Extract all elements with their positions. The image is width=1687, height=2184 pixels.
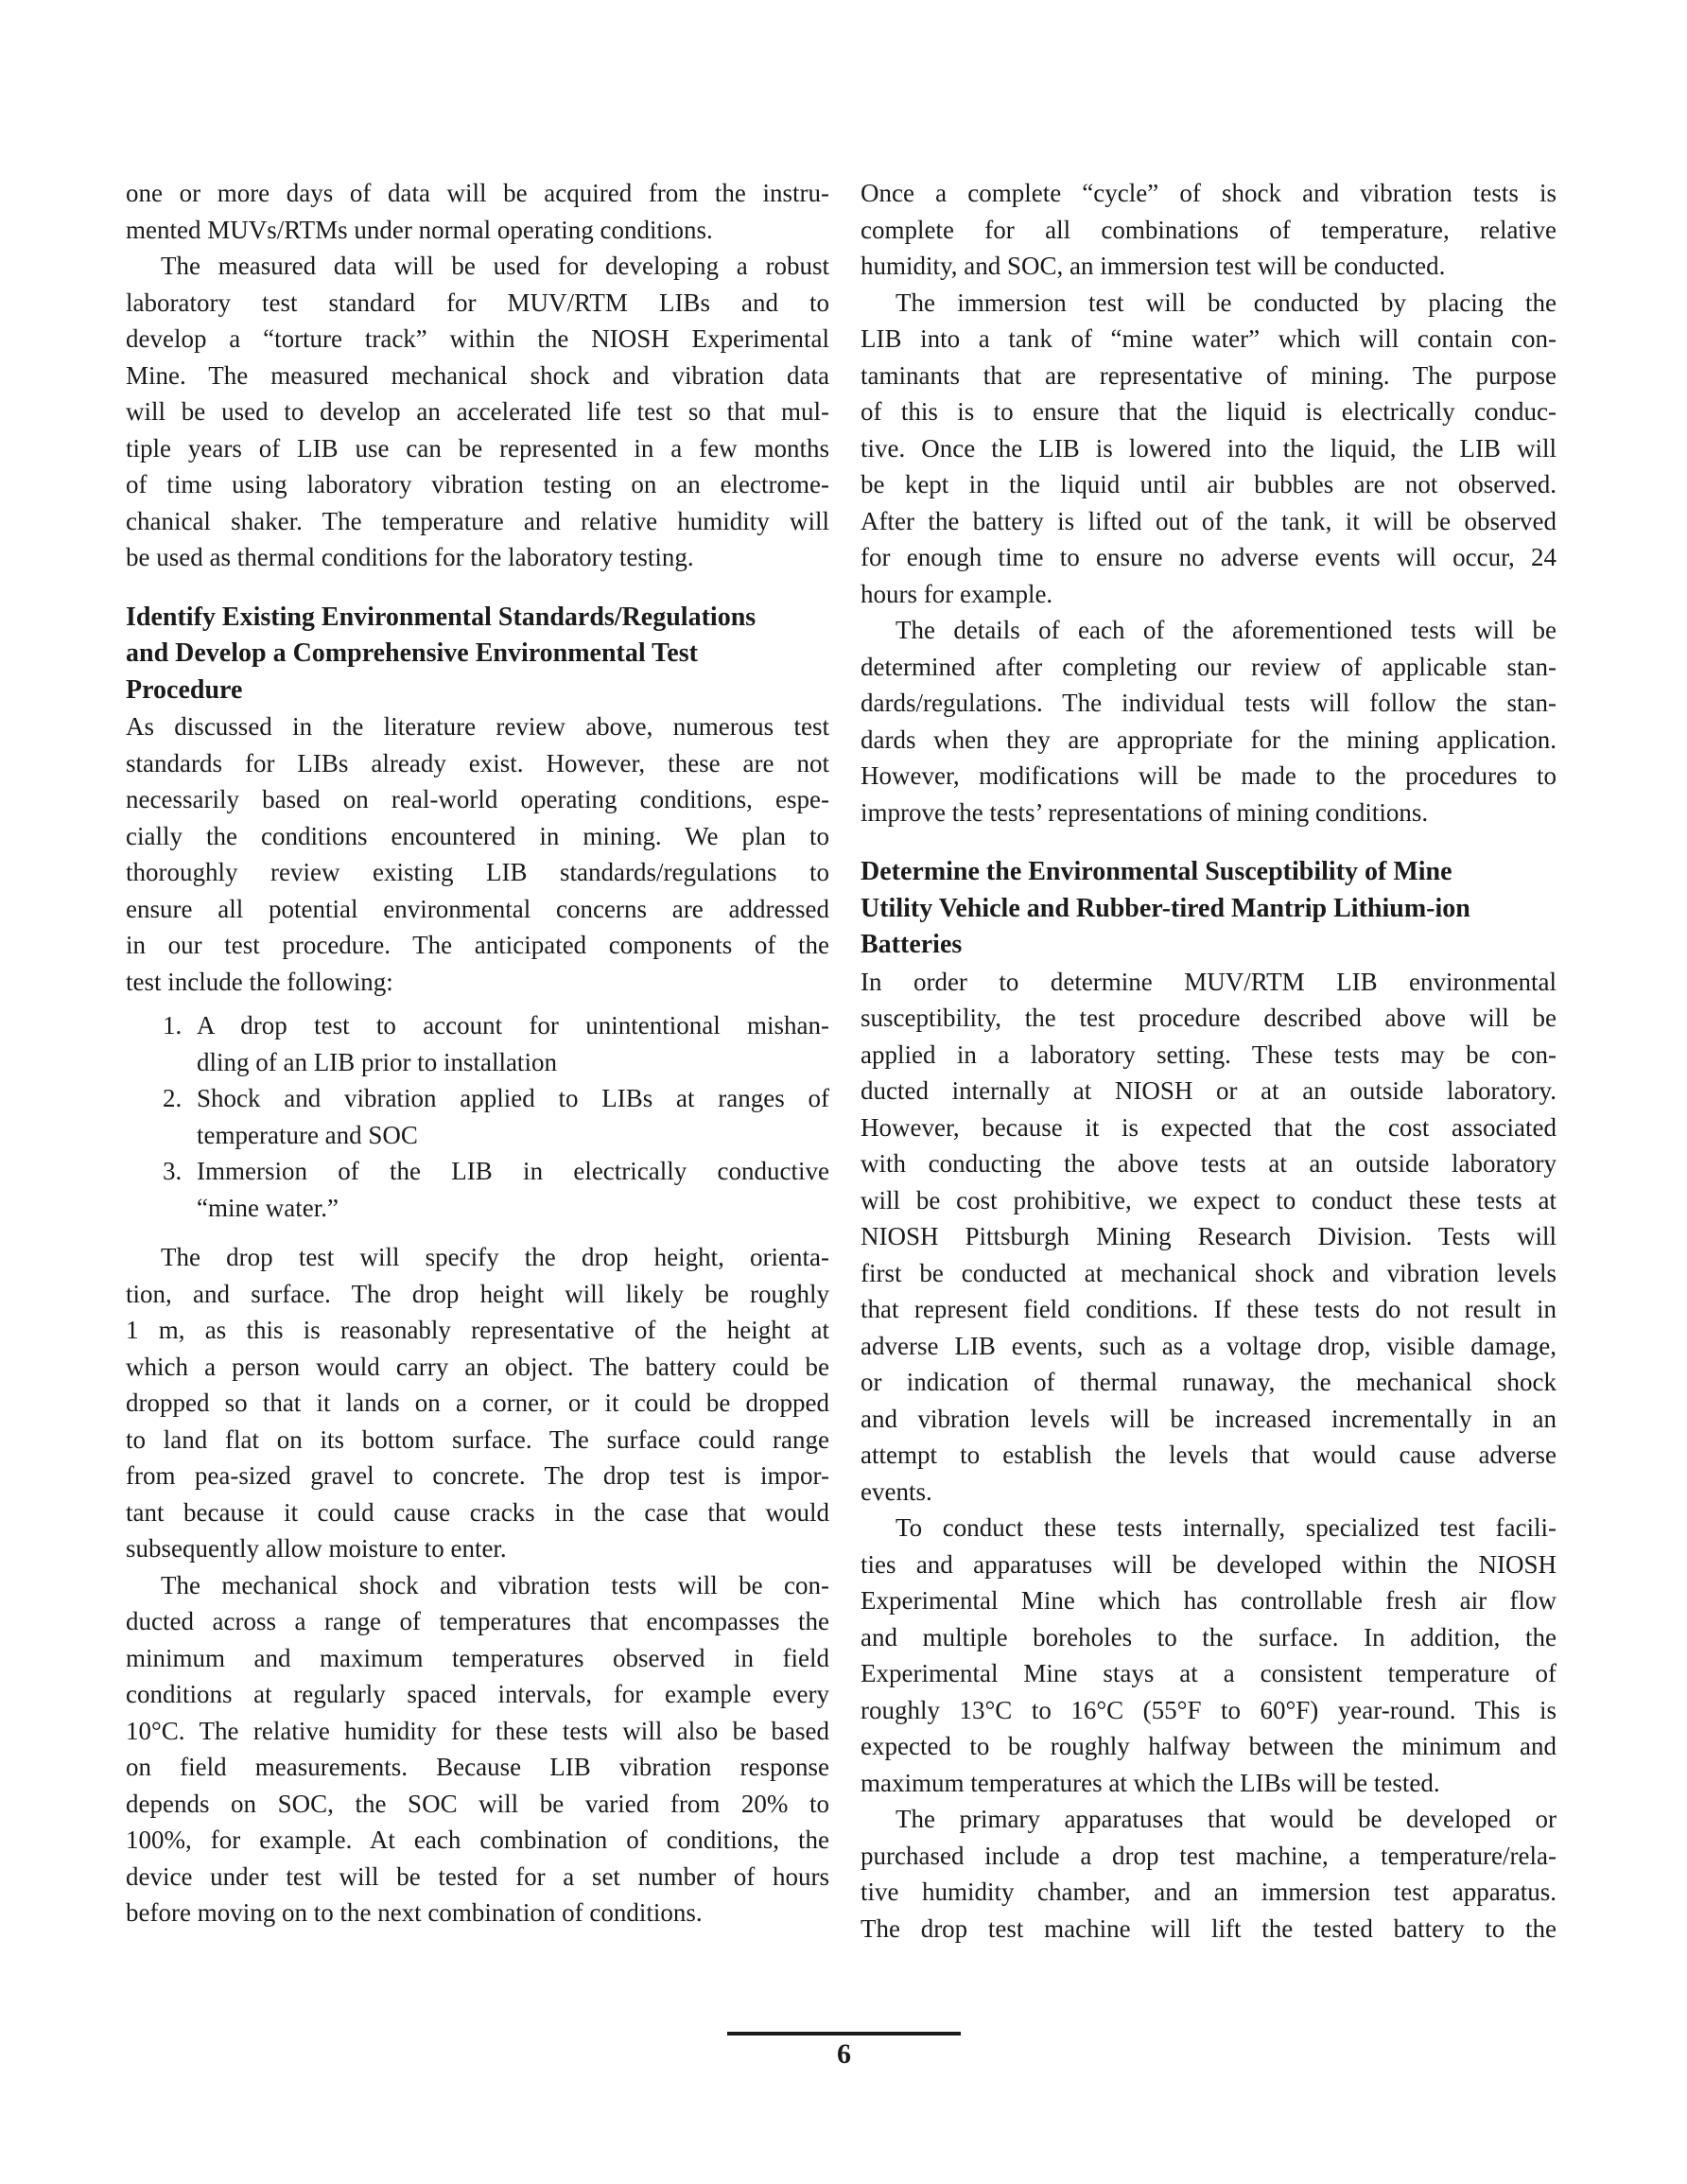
text-line: tive humidity chamber, and an immersion test apparatus. bbox=[861, 1878, 1557, 1906]
heading-line: Utility Vehicle and Rubber-tired Mantrip Lithium-ion bbox=[861, 893, 1470, 923]
text-line: of this is to ensure that the liquid is electrically conduc- bbox=[861, 397, 1557, 426]
text-line: complete for all combinations of temperature, relative bbox=[861, 215, 1557, 244]
text-line: tive. Once the LIB is lowered into the liquid, the LIB will bbox=[861, 433, 1557, 463]
text-line: Experimental Mine which has controllable fresh air flow bbox=[861, 1586, 1557, 1615]
text-line: that represent field conditions. If these tests do not result in bbox=[861, 1295, 1557, 1323]
text-line: dards when they are appropriate for the mining application. bbox=[861, 725, 1557, 754]
numbered-list bbox=[126, 1007, 829, 1226]
text-line: thoroughly review existing LIB standards/regulations to bbox=[126, 858, 829, 886]
text-line: cially the conditions encountered in mining. We plan to bbox=[126, 821, 829, 850]
paragraph bbox=[126, 175, 829, 248]
text-line: mented MUVs/RTMs under normal operating conditions. bbox=[126, 215, 713, 244]
heading-line: Batteries bbox=[861, 930, 963, 959]
text-line: adverse LIB events, such as a voltage drop, visible damage, bbox=[861, 1331, 1557, 1360]
text-line: conditions at regularly spaced intervals, for example every bbox=[126, 1680, 829, 1708]
list-marker: 2. bbox=[163, 1084, 183, 1112]
text-line: tiple years of LIB use can be represented in a few months bbox=[126, 433, 829, 463]
text-line: ducted internally at NIOSH or at an outside laboratory. bbox=[861, 1076, 1557, 1105]
text-line: will be cost prohibitive, we expect to conduct these tests at bbox=[861, 1185, 1557, 1214]
heading-line: and Develop a Comprehensive Environmental Test bbox=[126, 638, 698, 668]
text-line: of time using laboratory vibration testing on an electrome- bbox=[126, 470, 829, 498]
text-line: tant because it could cause cracks in the case that would bbox=[126, 1497, 829, 1527]
text-line: laboratory test standard for MUV/RTM LIBs and to bbox=[126, 288, 829, 317]
text-line: 1. A drop test to account for unintentional mishan- bbox=[126, 1007, 829, 1044]
text-line: device under test will be tested for a set number of hours bbox=[126, 1861, 829, 1891]
text-line: dling of an LIB prior to installation bbox=[197, 1047, 557, 1076]
text-line: dropped so that it lands on a corner, or it could be dropped bbox=[126, 1389, 829, 1417]
text-line: events. bbox=[861, 1476, 932, 1506]
text-line: Once a complete “cycle” of shock and vibration tests is bbox=[861, 179, 1557, 207]
list-item bbox=[126, 1080, 829, 1153]
text-line: expected to be roughly halfway between the minimum and bbox=[861, 1732, 1557, 1760]
text-line: 10°C. The relative humidity for these tests will also be based bbox=[126, 1716, 829, 1745]
heading-line: Determine the Environmental Susceptibility of Mine bbox=[861, 857, 1452, 886]
text-line: develop a “torture track” within the NIOSH Experimental bbox=[126, 324, 829, 353]
paragraph bbox=[861, 285, 1557, 613]
text-line: in our test procedure. The anticipated components of the bbox=[126, 931, 829, 959]
text-line: ducted across a range of temperatures that encompasses the bbox=[126, 1607, 829, 1635]
list-item bbox=[126, 1153, 829, 1226]
text-line: NIOSH Pittsburgh Mining Research Division. Tests will bbox=[861, 1222, 1557, 1250]
list-marker: 1. bbox=[163, 1011, 183, 1040]
text-line: The drop test will specify the drop height, orienta- bbox=[161, 1243, 829, 1271]
paragraph bbox=[861, 1801, 1557, 1947]
text-line: ensure all potential environmental concerns are addressed bbox=[126, 894, 829, 923]
paragraph bbox=[126, 248, 829, 576]
text-line: depends on SOC, the SOC will be varied from 20% to bbox=[126, 1789, 829, 1818]
paragraph bbox=[126, 708, 829, 1000]
text-line: temperature and SOC bbox=[197, 1120, 418, 1149]
text-line: first be conducted at mechanical shock and vibration levels bbox=[861, 1258, 1557, 1287]
text-line: 2. Shock and vibration applied to LIBs at ranges of bbox=[126, 1080, 829, 1117]
text-line: susceptibility, the test procedure described above will be bbox=[861, 1004, 1557, 1032]
paragraph bbox=[861, 175, 1557, 285]
text-line: or indication of thermal runaway, the mechanical shock bbox=[861, 1368, 1557, 1396]
text-line: will be used to develop an accelerated life test so that mul- bbox=[126, 397, 829, 426]
text-line: The primary apparatuses that would be developed or bbox=[896, 1805, 1557, 1833]
text-line: hours for example. bbox=[861, 579, 1053, 608]
text-line: tion, and surface. The drop height will likely be roughly bbox=[126, 1279, 829, 1308]
text-line: The mechanical shock and vibration tests will be con- bbox=[161, 1570, 829, 1599]
heading-line: Identify Existing Environmental Standards/Regulations bbox=[126, 602, 757, 632]
text-line: for enough time to ensure no adverse events will occur, 24 bbox=[861, 543, 1557, 571]
list-marker: 3. bbox=[163, 1157, 183, 1185]
text-line: from pea-sized gravel to concrete. The drop test is impor- bbox=[126, 1461, 829, 1490]
column-right bbox=[861, 175, 1557, 1947]
text-line: 1 m, as this is reasonably representative of the height at bbox=[126, 1316, 829, 1344]
text-line: ties and apparatuses will be developed within the NIOSH bbox=[861, 1549, 1557, 1579]
text-line: test include the following: bbox=[126, 967, 393, 996]
text-line: on field measurements. Because LIB vibration response bbox=[126, 1753, 829, 1781]
text-line: purchased include a drop test machine, a temperature/rela- bbox=[861, 1841, 1557, 1870]
text-line: The drop test machine will lift the tested battery to the bbox=[861, 1913, 1557, 1943]
text-line: taminants that are representative of mining. The purpose bbox=[861, 360, 1557, 390]
text-line: minimum and maximum temperatures observed in field bbox=[126, 1643, 829, 1672]
text-line: and vibration levels will be increased incrementally in an bbox=[861, 1404, 1557, 1433]
text-line: applied in a laboratory setting. These tests may be con- bbox=[861, 1040, 1557, 1069]
text-line: to land flat on its bottom surface. The surface could range bbox=[126, 1424, 829, 1454]
text-line: be used as thermal conditions for the laboratory testing. bbox=[126, 543, 694, 571]
text-line: 3. Immersion of the LIB in electrically conductive bbox=[126, 1153, 829, 1190]
text-line: In order to determine MUV/RTM LIB environmental bbox=[861, 967, 1557, 996]
text-line: determined after completing our review of applicable stan- bbox=[861, 652, 1557, 681]
text-line: subsequently allow moisture to enter. bbox=[126, 1534, 507, 1563]
list-item bbox=[126, 1007, 829, 1080]
text-line: improve the tests’ representations of mining conditions. bbox=[861, 797, 1429, 827]
text-line: be kept in the liquid until air bubbles are not observed. bbox=[861, 470, 1557, 498]
text-line: and multiple boreholes to the surface. In addition, the bbox=[861, 1622, 1557, 1651]
text-line: The measured data will be used for developing a robust bbox=[161, 252, 829, 280]
text-line: maximum temperatures at which the LIBs will be tested. bbox=[861, 1768, 1440, 1797]
text-line: After the battery is lifted out of the tank, it will be observed bbox=[861, 506, 1557, 535]
section-heading bbox=[126, 600, 829, 709]
column-left bbox=[126, 175, 829, 1931]
text-line: However, modifications will be made to the procedures to bbox=[861, 761, 1557, 790]
paragraph bbox=[861, 1510, 1557, 1801]
text-line: Experimental Mine stays at a consistent temperature of bbox=[861, 1659, 1557, 1687]
text-line: roughly 13°C to 16°C (55°F to 60°F) year-round. This is bbox=[861, 1695, 1557, 1724]
paragraph bbox=[861, 612, 1557, 830]
text-line: LIB into a tank of “mine water” which will contain con- bbox=[861, 324, 1557, 353]
text-line: “mine water.” bbox=[197, 1193, 339, 1222]
text-line: To conduct these tests internally, specialized test facili- bbox=[896, 1513, 1557, 1542]
paragraph bbox=[861, 964, 1557, 1511]
text-line: which a person would carry an object. The battery could be bbox=[126, 1352, 829, 1381]
text-line: Mine. The measured mechanical shock and vibration data bbox=[126, 360, 829, 390]
text-line: 100%, for example. At each combination of conditions, the bbox=[126, 1826, 829, 1854]
text-line: humidity, and SOC, an immersion test will be conducted. bbox=[861, 252, 1446, 280]
text-line: standards for LIBs already exist. However, these are not bbox=[126, 748, 829, 778]
text-line: dards/regulations. The individual tests will follow the stan- bbox=[861, 689, 1557, 717]
text-line: However, because it is expected that the cost associated bbox=[861, 1112, 1557, 1142]
page-number: 6 bbox=[837, 2038, 851, 2070]
text-line: necessarily based on real-world operating conditions, espe- bbox=[126, 785, 829, 813]
heading-line: Procedure bbox=[126, 674, 243, 705]
text-line: attempt to establish the levels that would cause adverse bbox=[861, 1441, 1557, 1469]
text-line: before moving on to the next combination of conditions. bbox=[126, 1898, 703, 1927]
paragraph bbox=[126, 1567, 829, 1931]
paragraph bbox=[126, 1239, 829, 1567]
text-line: one or more days of data will be acquired from the instru- bbox=[126, 179, 829, 207]
text-line: The immersion test will be conducted by placing the bbox=[896, 288, 1557, 317]
text-line: chanical shaker. The temperature and relative humidity will bbox=[126, 506, 829, 535]
text-line: The details of each of the aforementioned tests will be bbox=[896, 616, 1557, 644]
section-heading bbox=[861, 854, 1557, 964]
text-line: As discussed in the literature review above, numerous test bbox=[126, 712, 829, 741]
text-line: with conducting the above tests at an outside laboratory bbox=[861, 1149, 1557, 1178]
